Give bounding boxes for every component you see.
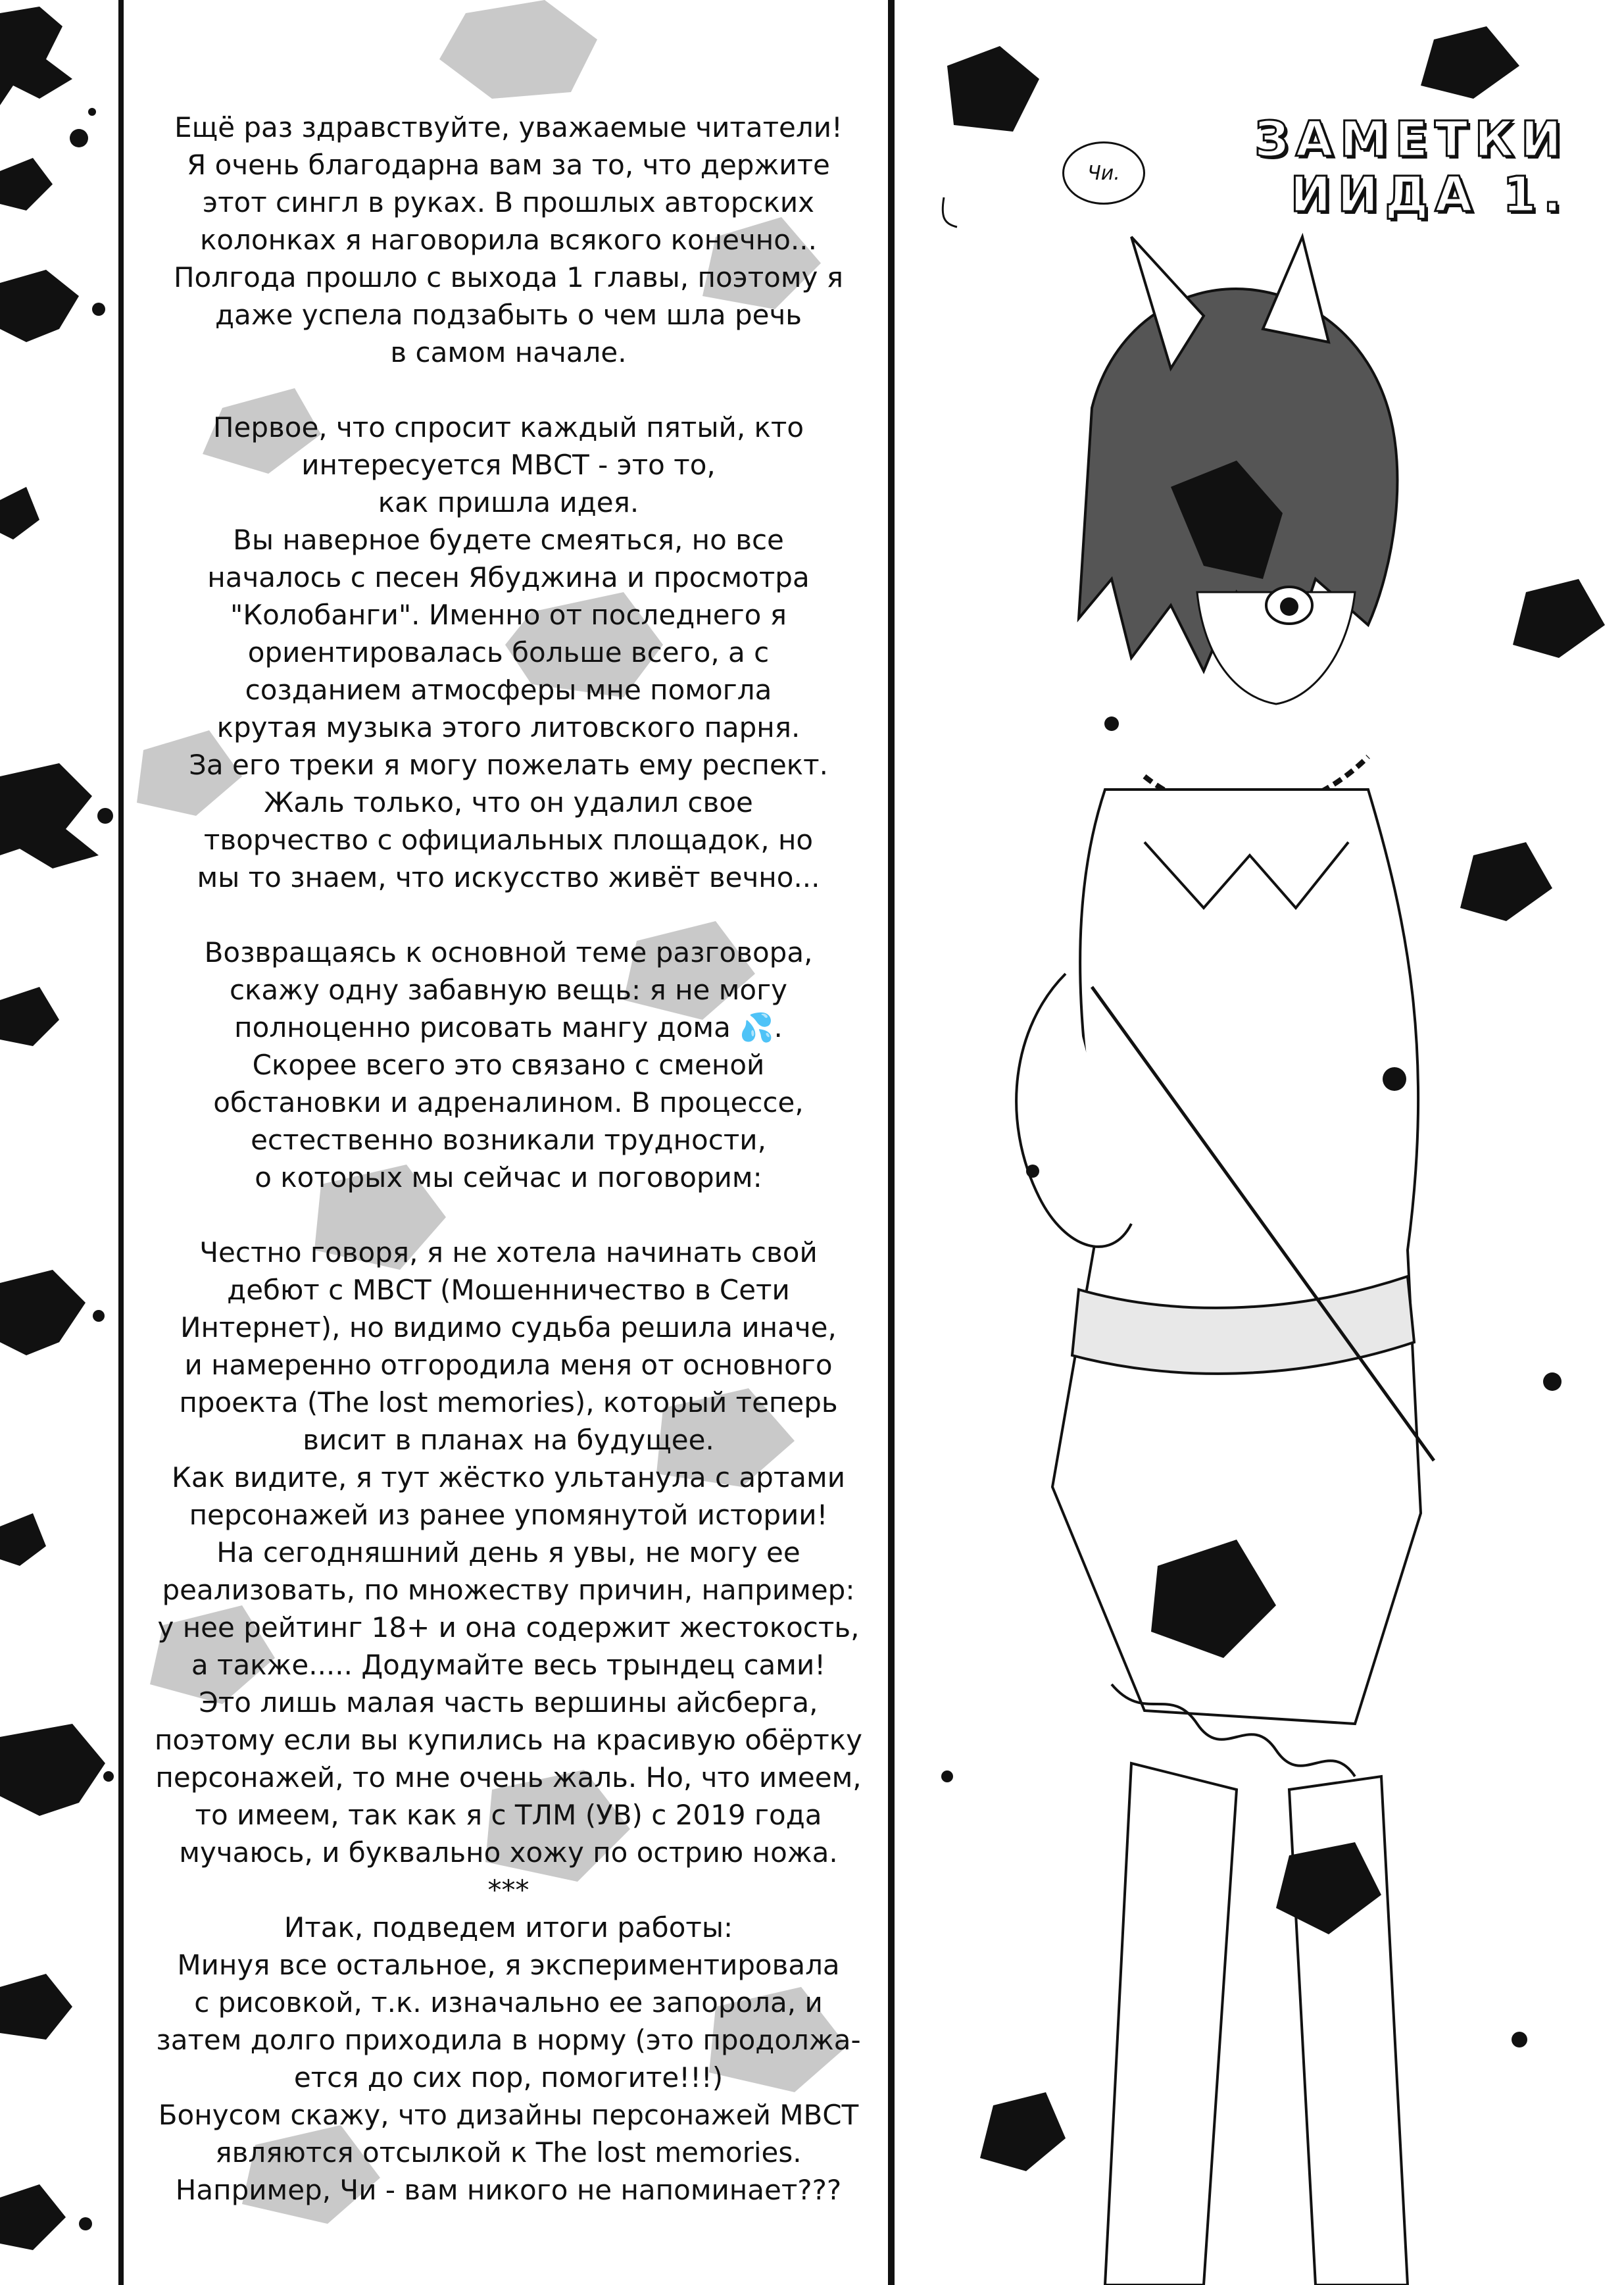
note-line: дебют с МВСТ (Мошенничество в Сети	[227, 1274, 790, 1306]
note-line: крутая музыка этого литовского парня.	[216, 711, 800, 743]
note-line: колонках я наговорила всякого конечно...	[200, 224, 817, 256]
note-line: с рисовкой, т.к. изначально ее запорола, и	[194, 1986, 823, 2019]
note-line: висит в планах на будущее.	[303, 1424, 714, 1456]
note-line: затем долго приходила в норму (это продолжа-	[156, 2024, 861, 2056]
note-line: Итак, подведем итоги работы:	[283, 1911, 733, 1944]
note-line: даже успела подзабыть о чем шла речь	[214, 299, 802, 331]
note-line: скажу одну забавную вещь: я не могу	[229, 974, 788, 1006]
note-line: Минуя все остальное, я экспериментировала	[177, 1949, 840, 1981]
note-line: Ещё раз здравствуйте, уважаемые читатели!	[174, 111, 843, 143]
note-line: Это лишь малая часть вершины айсберга,	[199, 1686, 818, 1719]
note-line: Полгода прошло с выхода 1 главы, поэтому я	[173, 261, 844, 293]
note-line: у нее рейтинг 18+ и она содержит жестокость,	[157, 1611, 860, 1644]
note-line: ***	[487, 1874, 529, 1906]
note-line: ориентировалась больше всего, а с	[247, 636, 770, 668]
note-line: являются отсылкой к The lost memories.	[215, 2136, 802, 2169]
character-illustration	[895, 0, 1624, 2285]
note-line: а также..... Додумайте весь трындец сами!	[191, 1649, 826, 1681]
note-line: Жаль только, что он удалил свое	[264, 786, 753, 818]
note-line: реализовать, по множеству причин, например:	[162, 1574, 855, 1606]
note-line: естественно возникали трудности,	[251, 1124, 766, 1156]
note-line: обстановки и адреналином. В процессе,	[213, 1086, 804, 1118]
note-line: мучаюсь, и буквально хожу по острию ножа.	[179, 1836, 838, 1869]
note-line: Например, Чи - вам никого не напоминает???	[175, 2174, 842, 2206]
note-line: этот сингл в руках. В прошлых авторских	[203, 186, 814, 218]
note-line: Как видите, я тут жёстко ультанула с артами	[172, 1461, 845, 1494]
note-line: Скорее всего это связано с сменой	[252, 1049, 765, 1081]
note-line: Первое, что спросит каждый пятый, кто	[212, 411, 804, 443]
author-notes-panel	[118, 0, 895, 2285]
note-line: поэтому если вы купились на красивую обёртку	[154, 1724, 863, 1756]
note-line: "Колобанги". Именно от последнего я	[230, 599, 787, 631]
title-line-2: ИИДА 1.	[1290, 166, 1568, 223]
note-line: персонажей, то мне очень жаль. Но, что имеем,	[155, 1761, 862, 1794]
note-line: то имеем, так как я с ТЛМ (УВ) с 2019 года	[195, 1799, 822, 1831]
note-line: Возвращаясь к основной теме разговора,	[204, 936, 813, 968]
note-line: в самом начале.	[390, 336, 627, 368]
note-line: интересуется МВСТ - это то,	[301, 449, 716, 481]
note-line: Вы наверное будете смеяться, но все	[233, 524, 784, 556]
note-line: ется до сих пор, помогите!!!)	[293, 2061, 724, 2094]
note-line: проекта (The lost memories), который теперь	[179, 1386, 838, 1419]
note-line	[137, 371, 880, 409]
ink-splatter-left	[0, 0, 118, 2285]
note-line: созданием атмосферы мне помогла	[245, 674, 772, 706]
note-line	[137, 896, 880, 934]
note-line: творчество с официальных площадок, но	[203, 824, 814, 856]
note-line: За его треки я могу пожелать ему респект.	[188, 749, 828, 781]
note-line	[137, 1196, 880, 1234]
page-title	[1254, 112, 1568, 222]
note-line: Интернет), но видимо судьба решила иначе,	[180, 1311, 837, 1343]
note-line: как пришла идея.	[378, 486, 639, 518]
note-line: началось с песен Ябуджина и просмотра	[207, 561, 810, 593]
note-line: Честно говоря, я не хотела начинать свой	[199, 1236, 818, 1268]
note-line: Бонусом скажу, что дизайны персонажей МВСТ	[158, 2099, 859, 2131]
note-line: и намеренно отгородила меня от основного	[184, 1349, 833, 1381]
character-illustration-panel	[895, 0, 1624, 2285]
title-line-1: ЗАМЕТКИ	[1254, 111, 1568, 168]
note-line: На сегодняшний день я увы, не могу ее	[216, 1536, 800, 1569]
note-line: персонажей из ранее упомянутой истории!	[189, 1499, 828, 1531]
author-notes-text	[137, 109, 880, 2209]
note-line: Я очень благодарна вам за то, что держите	[187, 149, 830, 181]
note-line: о которых мы сейчас и поговорим:	[255, 1161, 762, 1193]
note-line: полноценно рисовать мангу дома 💦.	[234, 1011, 783, 1043]
note-line: мы то знаем, что искусство живёт вечно...	[197, 861, 820, 893]
speech-bubble: Чи.	[1062, 141, 1145, 205]
